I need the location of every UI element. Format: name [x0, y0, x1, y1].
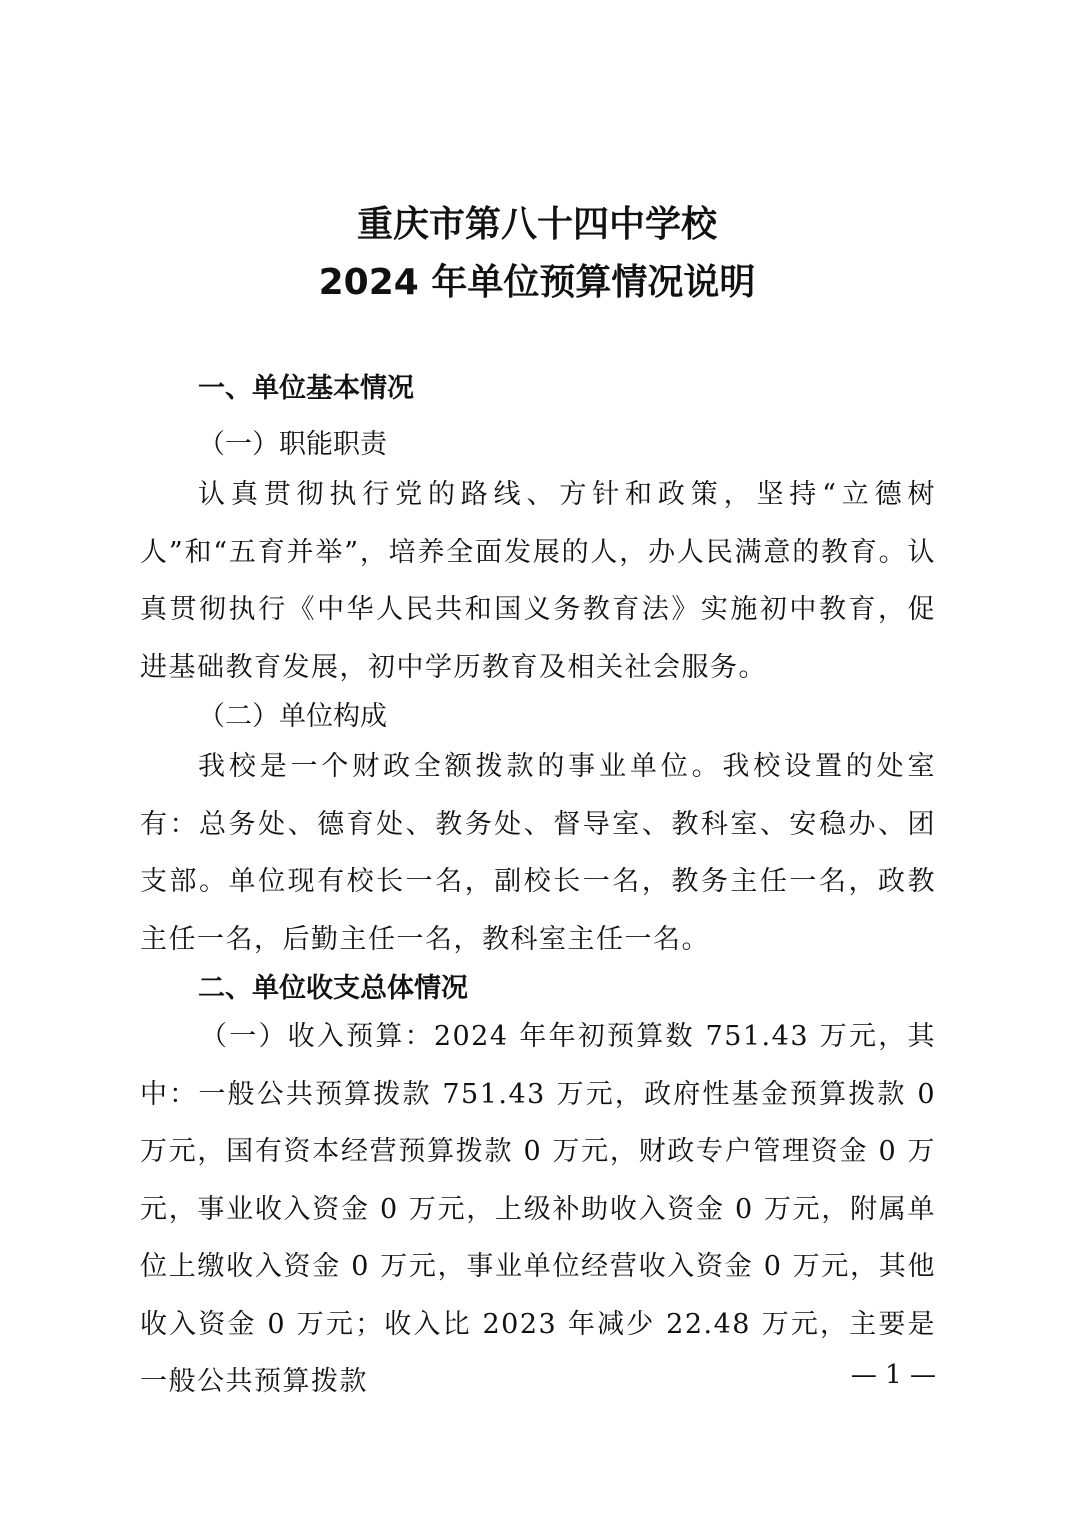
section2-heading: 二、单位收支总体情况	[198, 973, 468, 1004]
section2-sub1-paragraph: （一）收入预算：2024 年年初预算数 751.43 万元，其中：一般公共预算拨款 751.43 万元，政府性基金预算拨款 0 万元，国有资本经营预算拨款 0 万元，财政专户管理资金 0 万元，事业收入资金 0 万元，上级补助收入资金 0 万元，附属单位上缴收入资金 0 万元，事业单位经营收入资金 0 万元，其他收入资金 0 万元；收入比 2023 年减少 22.48 万元，主要是一般公共预算拨款	[140, 1021, 936, 1397]
document-title-line2: 2024 年单位预算情况说明	[318, 262, 756, 303]
document-title-line1: 重庆市第八十四中学校	[356, 204, 717, 245]
section1-sub1-paragraph: 认真贯彻执行党的路线、方针和政策，坚持“立德树人”和“五育并举”，培养全面发展的人，办人民满意的教育。认真贯彻执行《中华人民共和国义务教育法》实施初中教育，促进基础教育发展，初中学历教育及相关社会服务。	[140, 479, 936, 683]
section1-heading: 一、单位基本情况	[198, 373, 414, 404]
section1-sub2-heading: （二）单位构成	[198, 701, 387, 732]
section1-sub1-heading: （一）职能职责	[198, 429, 387, 460]
page-number: — 1 —	[850, 1360, 936, 1390]
section1-sub2-paragraph: 我校是一个财政全额拨款的事业单位。我校设置的处室有：总务处、德育处、教务处、督导室、教科室、安稳办、团支部。单位现有校长一名，副校长一名，教务主任一名，政教主任一名，后勤主任一名，教科室主任一名。	[140, 751, 936, 955]
